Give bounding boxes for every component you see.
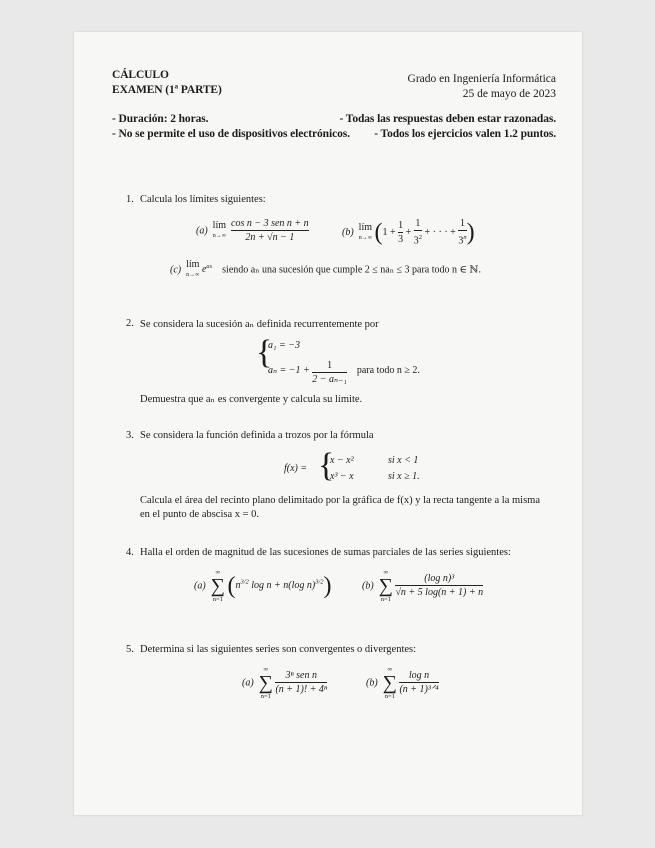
exercise-5a: (a) ∞ ∑ n=1 $\frac{\text{3ⁿ sen n}}{\text{(n + 1)! + 4ⁿ}}$: [242, 666, 328, 700]
recurrence-formula: aₙ = −1 + $\frac{1}{\text{2 − aₙ₋₁}}$ para todo n ≥ 2.: [268, 360, 420, 385]
exercise-5-number: 5.: [126, 644, 134, 655]
sum-operator: ∞ ∑ n=1: [258, 666, 273, 700]
exercise-4-number: 4.: [126, 547, 134, 558]
exercise-2-conclusion: Demuestra que aₙ es convergente y calcula su límite.: [140, 394, 363, 405]
course-title: CÁLCULO: [112, 69, 169, 81]
exercise-4b: (b) ∞ ∑ n=1 $\frac{\text{(log n)³}}{√n + 5 \log(n + 1) + n}$: [362, 569, 484, 603]
limit-operator: lím n→∞: [186, 259, 200, 278]
sum-operator: ∞ ∑ n=1: [382, 666, 397, 700]
sum-operator: ∞ ∑ n=1: [210, 569, 225, 603]
exercise-1-number: 1.: [126, 194, 134, 205]
exam-page: CÁLCULO EXAMEN (1ª PARTE) Grado en Ingeniería Informática 25 de mayo de 2023 - Duración: 2 horas. - No se permite el uso de dispositivos electrónicos. - Todas las respuestas deben estar razonadas. - Todos los ejercicios valen 1.2 puntos. 1. Calcula los límites siguientes: (a) lím n→∞ $\frac{\text{cos n − 3 sen n + n}}{2n + √n - 1}$ (b) lím n→∞ (1 + $\frac{1}{3}$ + $\frac{1}{3^2}$ + · · · + $\frac{1}{3^n}$ ) (c) lím n→∞ $e^{an}$ siendo aₙ una sucesión que cumple 2 ≤ naₙ ≤ 3 para todo n ∈ ℕ. 2. Se considera la sucesión aₙ definida recurrentemente por { a₁ = −3 aₙ = −1 + $\frac{1}{\text{2 − aₙ₋₁}}$ para todo n ≥ 2. Demuestra que aₙ es convergente y calcula su límite. 3. Se considera la función definida a trozos por la fórmula f(x) = { x − x² si x < 1 x³ − x si x ≥ 1. Calcula el área del recinto plano delimitado por la gráfica de f(x) y la recta tangente a la misma en el punto de abscisa x = 0. 4. Halla el orden de magnitud de las sucesiones de sumas parciales de las series siguientes: (a) ∞ ∑ n=1 ($n^{3/2}$ log n + n(log n)$^{3/2}$) (b) ∞ ∑ n=1 $\frac{\text{(log n)³}}{√n + 5 \log(n + 1) + n}$ 5. Determina si las siguientes series son convergentes o divergentes: (a) ∞ ∑ n=1 $\frac{\text{3ⁿ sen n}}{\text{(n + 1)! + 4ⁿ}}$ (b) ∞ ∑ n=1 $\frac{\text{log n}}{\text{(n + 1)³ᐟ⁴}}$: [74, 32, 582, 815]
reasoned-note: - Todas las respuestas deben estar razonadas.: [339, 113, 556, 125]
exercise-4a: (a) ∞ ∑ n=1 ($n^{3/2}$ log n + n(log n)$^{3/2}$): [194, 569, 332, 603]
limit-operator: lím n→∞: [212, 220, 227, 239]
label-c: (c): [170, 264, 182, 276]
exercise-5b: (b) ∞ ∑ n=1 $\frac{\text{log n}}{\text{(n + 1)³ᐟ⁴}}$: [366, 666, 439, 700]
exercise-3-conclusion-2: en el punto de abscisa x = 0.: [140, 509, 260, 520]
recurrence-initial: a₁ = −3: [268, 340, 300, 351]
label-a: (a): [196, 225, 208, 237]
sum-operator: ∞ ∑ n=1: [378, 569, 393, 603]
label-b: (b): [342, 226, 354, 238]
degree: Grado en Ingeniería Informática: [407, 73, 556, 85]
exercise-1a: [196, 218, 309, 244]
exercise-4-statement: Halla el orden de magnitud de las sucesiones de sumas parciales de las series siguientes:: [140, 547, 511, 558]
exercise-3-conclusion-1: Calcula el área del recinto plano delimitado por la gráfica de f(x) y la recta tangente a la misma: [140, 495, 540, 506]
exam-date: 25 de mayo de 2023: [462, 88, 556, 100]
duration-note: - Duración: 2 horas.: [112, 113, 209, 125]
points-note: - Todos los ejercicios valen 1.2 puntos.: [374, 128, 556, 140]
exercise-5-statement: Determina si las siguientes series son convergentes o divergentes:: [140, 644, 417, 655]
limit-operator: lím n→∞: [358, 221, 373, 241]
exercise-1c-condition: siendo aₙ una sucesión que cumple 2 ≤ naₙ ≤ 3 para todo n ∈ ℕ.: [222, 264, 482, 276]
exam-title: EXAMEN (1ª PARTE): [112, 84, 222, 96]
devices-note: - No se permite el uso de dispositivos electrónicos.: [112, 128, 350, 140]
exercise-2-number: 2.: [126, 318, 134, 329]
exercise-3-statement: Se considera la función definida a trozos por la fórmula: [140, 430, 374, 441]
exercise-3-number: 3.: [126, 430, 134, 441]
exercise-1c: (c) lím n→∞ $e^{an}$ siendo aₙ una sucesión que cumple 2 ≤ naₙ ≤ 3 para todo n ∈ ℕ.: [170, 259, 482, 278]
exercise-1b: (b) lím n→∞ (1 + $\frac{1}{3}$ + $\frac{1}{3^2}$ + · · · + $\frac{1}{3^n}$ ): [342, 218, 475, 247]
fraction: $\frac{\text{cos n − 3 sen n + n}}{2n + √n - 1}$: [231, 218, 309, 243]
exercise-1-statement: Calcula los límites siguientes:: [140, 194, 266, 205]
exercise-2-statement: Se considera la sucesión aₙ definida recurrentemente por: [140, 319, 379, 330]
